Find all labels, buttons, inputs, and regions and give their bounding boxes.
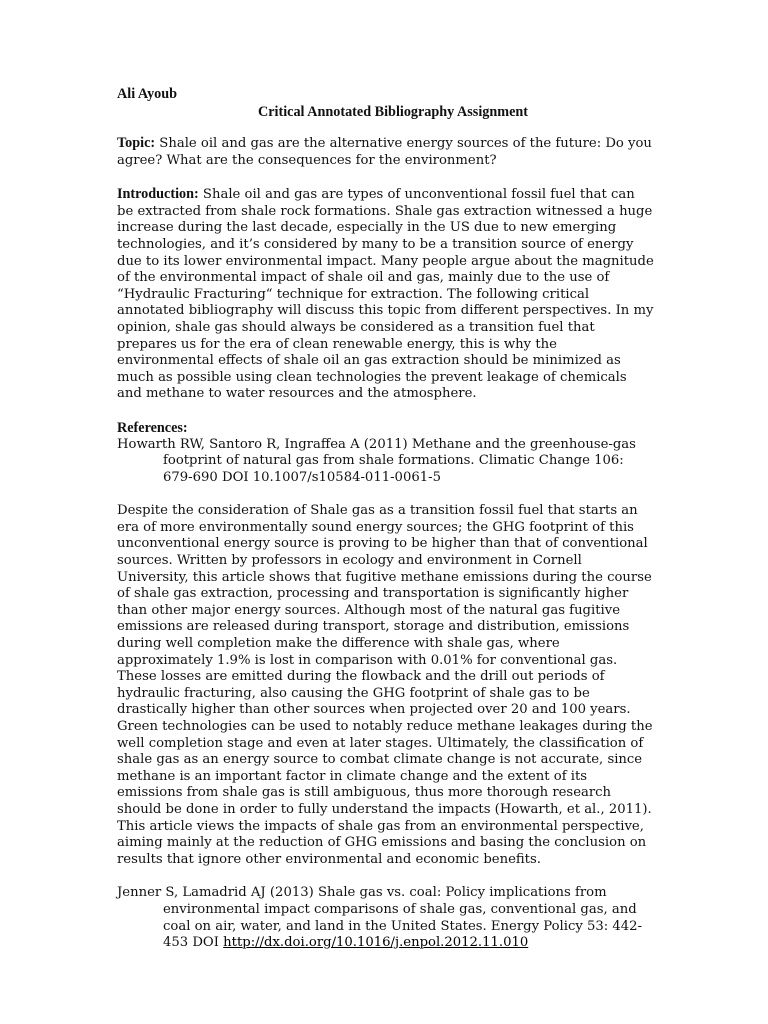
introduction-text: Shale oil and gas are types of unconventional fossil fuel that can be extracted from shale rock formations. Shale gas extraction witnessed a huge increase during the last decade, especially in the US due to new emerging technologies, and it’s considered by many to be a transition source of energy due to its lower environmental impact. Many people argue about the magnitude of the environmental impact of shale oil and gas, mainly due to the use of “Hydraulic Fracturing“ technique for extraction. The following critical annotated bibliography will discuss this topic from different perspectives. In my opinion, shale gas should always be considered as a transition fuel that prepares us for the era of clean renewable energy, this is why the environmental effects of shale oil an gas extraction should be minimized as much as possible using clean technologies the prevent leakage of chemicals and methane to water resources and the atmosphere. [117,187,654,402]
reference-jenner-text: Jenner S, Lamadrid AJ (2013) Shale gas vs. coal: Policy implications from environmental impact comparisons of shale gas, conventional gas, and coal on air, water, and land in the United States. Energy Policy 53: 442-453 DOI [117,885,643,951]
topic-text: Shale oil and gas are the alternative energy sources of the future: Do you agree? What are the consequences for the environment? [117,136,652,168]
document-title: Critical Annotated Bibliography Assignment [258,104,528,120]
topic-label: Topic: [117,135,156,151]
doi-link[interactable]: http://dx.doi.org/10.1016/j.enpol.2012.11.010 [223,935,529,951]
reference-jenner [117,885,655,951]
introduction-label: Introduction: [117,186,199,203]
references-heading: References: [117,419,188,436]
document-page [117,85,655,952]
introduction-paragraph [117,186,655,403]
reference-howarth: Howarth RW, Santoro R, Ingraffea A (2011) Methane and the greenhouse-gas footprint of natural gas from shale formations. Climatic Change 106: 679-690 DOI 10.1007/s10584-011-0061-5 [117,436,636,485]
author-name: Ali Ayoub [117,86,178,102]
annotation-howarth: Despite the consideration of Shale gas as a transition fossil fuel that starts an era of more environmentally sound energy sources; the GHG footprint of this unconventional energy source is proving to be higher than that of conventional sources. Written by professors in ecology and environment in Cornell University, this article shows that fugitive methane emissions during the course of shale gas extraction, processing and transportation is significantly higher than other major energy sources. Although most of the natural gas fugitive emissions are released during transport, storage and distribution, emissions during well completion make the difference with shale gas, where approximately 1.9% is lost in comparison with 0.01% for conventional gas. These losses are emitted during the flowback and the drill out periods of hydraulic fracturing, also causing the GHG footprint of shale gas to be drastically higher than other sources when projected over 20 and 100 years. Green technologies can be used to notably reduce methane leakages during the well completion stage and even at later stages. Ultimately, the classification of shale gas as an energy source to combat climate change is not accurate, since methane is an important factor in climate change and the extent of its emissions from shale gas is still ambiguous, thus more thorough research should be done in order to fully understand the impacts (Howarth, et al., 2011). This article views the impacts of shale gas from an environmental perspective, aiming mainly at the reduction of GHG emissions and basing the conclusion on results that ignore other environmental and economic benefits. [117,503,653,867]
topic-paragraph [117,135,655,169]
